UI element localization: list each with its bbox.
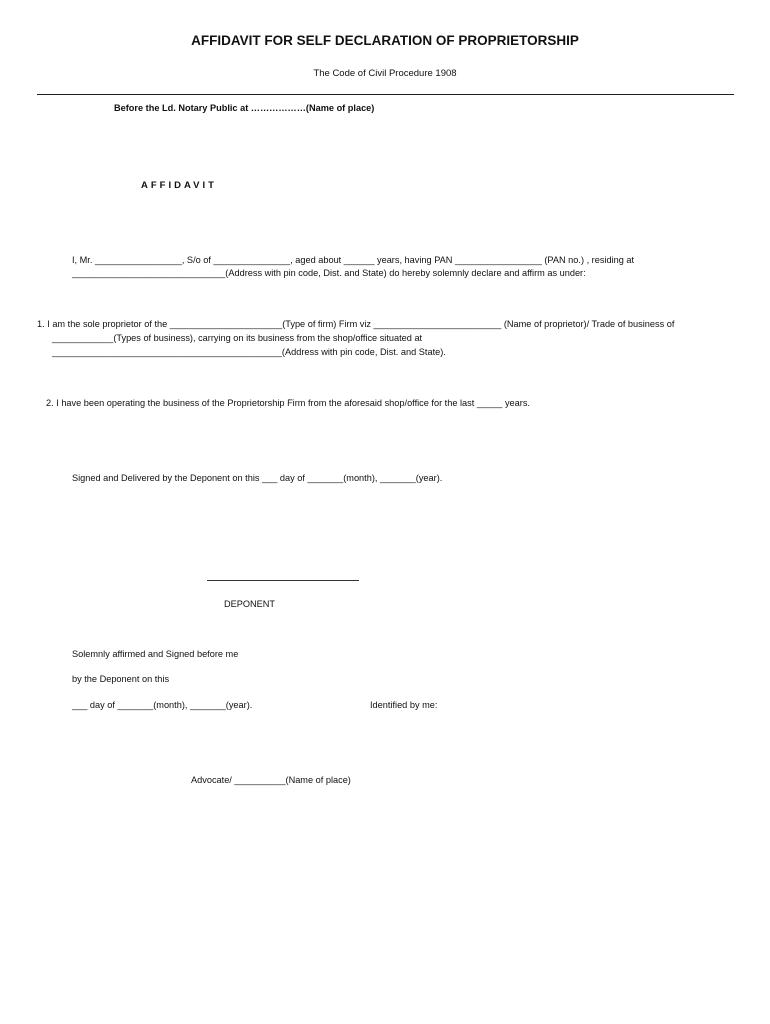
affirmed-line-2: by the Deponent on this — [72, 674, 170, 684]
advocate-line: Advocate/ __________(Name of place) — [191, 775, 351, 785]
header-divider — [37, 94, 734, 95]
deponent-label: DEPONENT — [224, 599, 276, 609]
intro-line-2: ______________________________(Address with pin code, Dist. and State) do hereby solemnly declare and affirm as under: — [72, 268, 586, 278]
signed-delivered-line: Signed and Delivered by the Deponent on this ___ day of _______(month), _______(year). — [72, 473, 443, 483]
document-title: AFFIDAVIT FOR SELF DECLARATION OF PROPRIETORSHIP — [191, 33, 579, 48]
affidavit-heading: AFFIDAVIT — [141, 180, 217, 191]
clause-1-line-2: ____________(Types of business), carrying on its business from the shop/office situated at — [52, 333, 423, 343]
document-subtitle: The Code of Civil Procedure 1908 — [313, 68, 457, 79]
clause-2: 2. I have been operating the business of the Proprietorship Firm from the aforesaid shop/office for the last _____ years. — [46, 398, 530, 408]
deponent-signature-line — [207, 580, 359, 581]
affirmed-line-3: ___ day of _______(month), _______(year). — [72, 700, 253, 710]
notary-line: Before the Ld. Notary Public at ………………(Name of place) — [114, 103, 375, 113]
intro-line-1: I, Mr. _________________, S/o of _______________, aged about ______ years, having PAN _________________ (PAN no.) , residing at — [72, 255, 635, 265]
clause-1-line-1: 1. I am the sole proprietor of the ______________________(Type of firm) Firm viz _________________________ (Name of proprietor)/ Trade of business of — [37, 319, 675, 329]
affirmed-line-1: Solemnly affirmed and Signed before me — [72, 649, 239, 659]
clause-1-line-3: _____________________________________________(Address with pin code, Dist. and State). — [52, 347, 446, 357]
identified-by: Identified by me: — [370, 700, 438, 710]
